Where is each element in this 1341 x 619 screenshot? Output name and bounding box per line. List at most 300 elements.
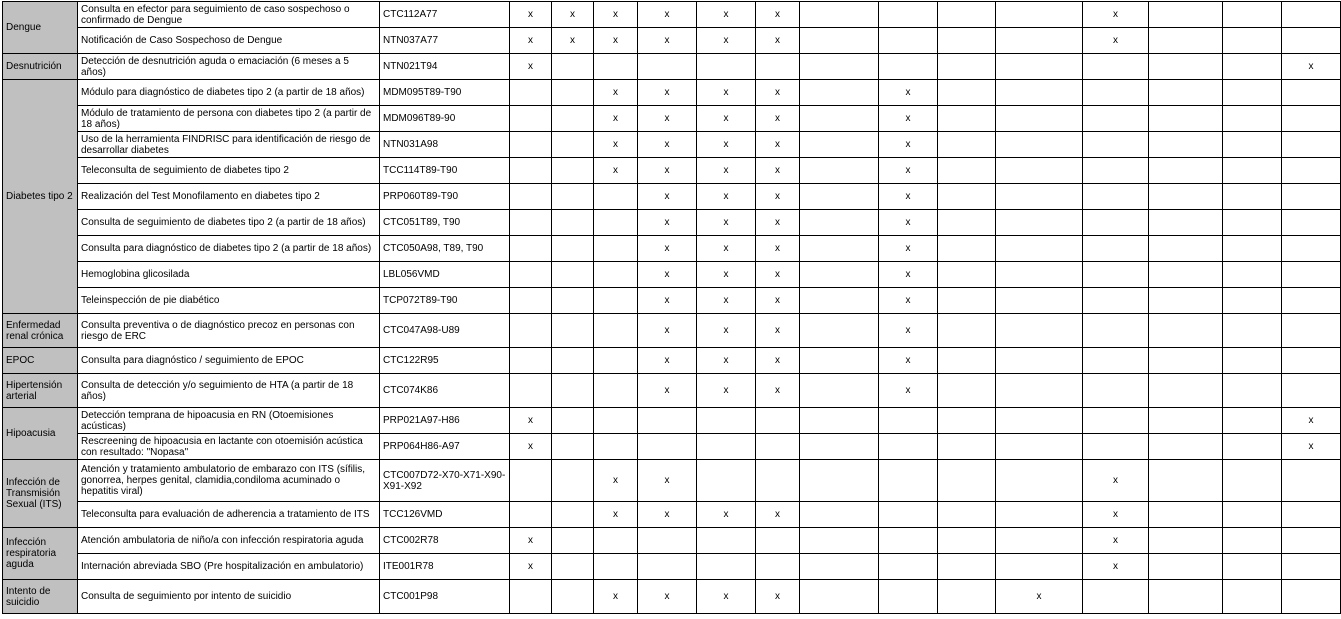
table-row: [3, 54, 1341, 80]
mark-cell: [1282, 528, 1341, 554]
mark-cell: [1083, 262, 1149, 288]
mark-cell: x: [697, 374, 756, 408]
mark-cell: [756, 54, 800, 80]
mark-cell: x: [510, 28, 552, 54]
description-cell: Consulta de detección y/o seguimiento de HTA (a partir de 18 años): [78, 374, 380, 408]
mark-cell: [1149, 262, 1223, 288]
mark-cell: x: [879, 184, 938, 210]
mark-cell: [996, 80, 1083, 106]
mark-cell: [1282, 554, 1341, 580]
code-cell: CTC047A98-U89: [380, 314, 510, 348]
mark-cell: [1083, 236, 1149, 262]
mark-cell: x: [594, 132, 638, 158]
description-cell: Atención ambulatoria de niño/a con infección respiratoria aguda: [78, 528, 380, 554]
mark-cell: x: [510, 2, 552, 28]
mark-cell: [1149, 184, 1223, 210]
mark-cell: [1223, 408, 1282, 434]
description-cell: Consulta en efector para seguimiento de caso sospechoso o confirmado de Dengue: [78, 2, 380, 28]
mark-cell: [800, 132, 879, 158]
mark-cell: x: [879, 348, 938, 374]
mark-cell: x: [879, 262, 938, 288]
mark-cell: [1083, 184, 1149, 210]
mark-cell: [1149, 288, 1223, 314]
mark-cell: [552, 288, 594, 314]
mark-cell: [552, 408, 594, 434]
mark-cell: [510, 158, 552, 184]
mark-cell: [756, 528, 800, 554]
table-row: [3, 554, 1341, 580]
mark-cell: x: [879, 314, 938, 348]
mark-cell: x: [552, 2, 594, 28]
mark-cell: [800, 528, 879, 554]
mark-cell: x: [510, 528, 552, 554]
mark-cell: x: [697, 106, 756, 132]
mark-cell: [594, 288, 638, 314]
table-row: [3, 314, 1341, 348]
mark-cell: x: [1083, 554, 1149, 580]
mark-cell: [1083, 132, 1149, 158]
mark-cell: [510, 288, 552, 314]
table-row: [3, 374, 1341, 408]
mark-cell: [1223, 580, 1282, 614]
mark-cell: [938, 106, 996, 132]
mark-cell: [1223, 54, 1282, 80]
mark-cell: [552, 374, 594, 408]
code-cell: TCC114T89-T90: [380, 158, 510, 184]
mark-cell: x: [1083, 502, 1149, 528]
mark-cell: x: [756, 236, 800, 262]
mark-cell: x: [879, 106, 938, 132]
mark-cell: [552, 434, 594, 460]
code-cell: TCP072T89-T90: [380, 288, 510, 314]
mark-cell: [938, 28, 996, 54]
mark-cell: [638, 528, 697, 554]
code-cell: PRP060T89-T90: [380, 184, 510, 210]
mark-cell: x: [697, 184, 756, 210]
mark-cell: [879, 554, 938, 580]
mark-cell: x: [638, 210, 697, 236]
mark-cell: [1282, 374, 1341, 408]
mark-cell: x: [638, 502, 697, 528]
table-row: [3, 236, 1341, 262]
mark-cell: [1223, 28, 1282, 54]
mark-cell: [1083, 408, 1149, 434]
mark-cell: [697, 460, 756, 502]
description-cell: Teleinspección de pie diabético: [78, 288, 380, 314]
description-cell: Realización del Test Monofilamento en diabetes tipo 2: [78, 184, 380, 210]
mark-cell: x: [510, 408, 552, 434]
mark-cell: [1083, 106, 1149, 132]
description-cell: Atención y tratamiento ambulatorio de embarazo con ITS (sífilis, gonorrea, herpes genital, clamidia,condiloma acuminado o hepatitis viral): [78, 460, 380, 502]
mark-cell: [594, 314, 638, 348]
mark-cell: [800, 28, 879, 54]
description-cell: Detección de desnutrición aguda o emaciación (6 meses a 5 años): [78, 54, 380, 80]
mark-cell: [1282, 106, 1341, 132]
mark-cell: [510, 80, 552, 106]
mark-cell: [552, 502, 594, 528]
mark-cell: x: [697, 288, 756, 314]
mark-cell: [1149, 408, 1223, 434]
mark-cell: x: [879, 236, 938, 262]
mark-cell: [996, 314, 1083, 348]
mark-cell: [594, 236, 638, 262]
mark-cell: [552, 80, 594, 106]
mark-cell: [510, 236, 552, 262]
mark-cell: x: [638, 580, 697, 614]
table-row: [3, 184, 1341, 210]
table-row: [3, 158, 1341, 184]
mark-cell: [638, 54, 697, 80]
mark-cell: [996, 408, 1083, 434]
mark-cell: x: [594, 158, 638, 184]
table-row: [3, 408, 1341, 434]
description-cell: Uso de la herramienta FINDRISC para identificación de riesgo de desarrollar diabetes: [78, 132, 380, 158]
mark-cell: [594, 184, 638, 210]
code-cell: PRP021A97-H86: [380, 408, 510, 434]
mark-cell: x: [1282, 434, 1341, 460]
mark-cell: [800, 434, 879, 460]
mark-cell: [800, 460, 879, 502]
mark-cell: [1282, 132, 1341, 158]
mark-cell: [594, 434, 638, 460]
mark-cell: [594, 348, 638, 374]
mark-cell: [638, 434, 697, 460]
mark-cell: [1149, 80, 1223, 106]
mark-cell: [1149, 580, 1223, 614]
mark-cell: [1282, 262, 1341, 288]
mark-cell: [1083, 434, 1149, 460]
mark-cell: x: [697, 2, 756, 28]
mark-cell: x: [1083, 28, 1149, 54]
mark-cell: [552, 210, 594, 236]
mark-cell: [1223, 106, 1282, 132]
mark-cell: [879, 408, 938, 434]
mark-cell: [938, 210, 996, 236]
table-row: [3, 580, 1341, 614]
code-cell: CTC112A77: [380, 2, 510, 28]
mark-cell: [879, 434, 938, 460]
mark-cell: [552, 158, 594, 184]
table-row: [3, 434, 1341, 460]
category-cell: Diabetes tipo 2: [3, 80, 78, 314]
mark-cell: [552, 106, 594, 132]
mark-cell: [1083, 348, 1149, 374]
mark-cell: [996, 210, 1083, 236]
mark-cell: [1149, 502, 1223, 528]
table-row: [3, 288, 1341, 314]
mark-cell: [1149, 554, 1223, 580]
mark-cell: [1149, 528, 1223, 554]
code-cell: MDM095T89-T90: [380, 80, 510, 106]
mark-cell: x: [697, 158, 756, 184]
mark-cell: x: [1083, 460, 1149, 502]
mark-cell: [996, 236, 1083, 262]
mark-cell: x: [756, 2, 800, 28]
mark-cell: [1149, 132, 1223, 158]
mark-cell: x: [638, 314, 697, 348]
mark-cell: [1083, 54, 1149, 80]
mark-cell: x: [756, 314, 800, 348]
mark-cell: [800, 106, 879, 132]
mark-cell: [594, 528, 638, 554]
mark-cell: [1149, 106, 1223, 132]
mark-cell: [800, 374, 879, 408]
mark-cell: [1223, 528, 1282, 554]
mark-cell: [938, 554, 996, 580]
mark-cell: [938, 460, 996, 502]
mark-cell: x: [756, 80, 800, 106]
table-row: [3, 348, 1341, 374]
code-cell: CTC050A98, T89, T90: [380, 236, 510, 262]
mark-cell: [552, 580, 594, 614]
mark-cell: x: [697, 132, 756, 158]
mark-cell: [996, 460, 1083, 502]
mark-cell: [1149, 28, 1223, 54]
mark-cell: x: [756, 288, 800, 314]
code-cell: MDM096T89-90: [380, 106, 510, 132]
mark-cell: [938, 236, 996, 262]
mark-cell: x: [756, 262, 800, 288]
mark-cell: [879, 2, 938, 28]
mark-cell: [594, 262, 638, 288]
mark-cell: [996, 348, 1083, 374]
mark-cell: x: [1282, 408, 1341, 434]
mark-cell: [552, 528, 594, 554]
mark-cell: [510, 374, 552, 408]
mark-cell: x: [594, 80, 638, 106]
code-cell: LBL056VMD: [380, 262, 510, 288]
code-cell: CTC002R78: [380, 528, 510, 554]
mark-cell: x: [756, 158, 800, 184]
description-cell: Teleconsulta de seguimiento de diabetes tipo 2: [78, 158, 380, 184]
mark-cell: x: [638, 460, 697, 502]
mark-cell: [1223, 2, 1282, 28]
mark-cell: [1223, 460, 1282, 502]
mark-cell: [1223, 502, 1282, 528]
mark-cell: x: [756, 374, 800, 408]
description-cell: Internación abreviada SBO (Pre hospitalización en ambulatorio): [78, 554, 380, 580]
mark-cell: [756, 434, 800, 460]
mark-cell: [638, 408, 697, 434]
code-cell: PRP064H86-A97: [380, 434, 510, 460]
mark-cell: [1149, 434, 1223, 460]
mark-cell: [510, 314, 552, 348]
mark-cell: [594, 408, 638, 434]
mark-cell: [510, 210, 552, 236]
mark-cell: x: [879, 374, 938, 408]
mark-cell: [800, 288, 879, 314]
mark-cell: x: [594, 106, 638, 132]
code-cell: CTC007D72-X70-X71-X90-X91-X92: [380, 460, 510, 502]
mark-cell: [510, 348, 552, 374]
mark-cell: [800, 54, 879, 80]
mark-cell: x: [879, 288, 938, 314]
mark-cell: [800, 2, 879, 28]
mark-cell: x: [996, 580, 1083, 614]
mark-cell: [1282, 502, 1341, 528]
table-row: [3, 528, 1341, 554]
description-cell: Hemoglobina glicosilada: [78, 262, 380, 288]
mark-cell: [1223, 348, 1282, 374]
mark-cell: [1083, 158, 1149, 184]
mark-cell: x: [510, 554, 552, 580]
mark-cell: [996, 132, 1083, 158]
mark-cell: [510, 132, 552, 158]
mark-cell: x: [594, 2, 638, 28]
mark-cell: x: [697, 210, 756, 236]
mark-cell: [510, 262, 552, 288]
mark-cell: [552, 460, 594, 502]
mark-cell: [1223, 288, 1282, 314]
mark-cell: [1083, 210, 1149, 236]
mark-cell: [938, 434, 996, 460]
mark-cell: [1149, 236, 1223, 262]
table-row: [3, 210, 1341, 236]
mark-cell: x: [756, 184, 800, 210]
mark-cell: x: [638, 236, 697, 262]
mark-cell: [800, 580, 879, 614]
code-cell: CTC074K86: [380, 374, 510, 408]
mark-cell: x: [638, 80, 697, 106]
mark-cell: [1282, 236, 1341, 262]
mark-cell: [800, 236, 879, 262]
mark-cell: x: [638, 184, 697, 210]
mark-cell: [594, 554, 638, 580]
mark-cell: [938, 528, 996, 554]
mark-cell: [996, 28, 1083, 54]
mark-cell: [938, 184, 996, 210]
mark-cell: x: [756, 502, 800, 528]
table-row: [3, 106, 1341, 132]
description-cell: Notificación de Caso Sospechoso de Dengue: [78, 28, 380, 54]
mark-cell: [552, 54, 594, 80]
code-cell: CTC122R95: [380, 348, 510, 374]
mark-cell: [1149, 210, 1223, 236]
code-cell: NTN021T94: [380, 54, 510, 80]
mark-cell: [800, 210, 879, 236]
mark-cell: [996, 502, 1083, 528]
table-row: [3, 28, 1341, 54]
mark-cell: x: [879, 80, 938, 106]
mark-cell: [1282, 460, 1341, 502]
mark-cell: [1149, 158, 1223, 184]
mark-cell: x: [552, 28, 594, 54]
description-cell: Módulo para diagnóstico de diabetes tipo 2 (a partir de 18 años): [78, 80, 380, 106]
mark-cell: [800, 184, 879, 210]
description-cell: Consulta para diagnóstico / seguimiento de EPOC: [78, 348, 380, 374]
mark-cell: [594, 210, 638, 236]
mark-cell: [756, 460, 800, 502]
mark-cell: [1223, 262, 1282, 288]
mark-cell: x: [638, 374, 697, 408]
mark-cell: [1223, 132, 1282, 158]
mark-cell: x: [756, 132, 800, 158]
mark-cell: [1282, 158, 1341, 184]
mark-cell: x: [594, 460, 638, 502]
mark-cell: [552, 262, 594, 288]
mark-cell: [1149, 314, 1223, 348]
mark-cell: [1282, 80, 1341, 106]
mark-cell: [510, 184, 552, 210]
category-cell: Infección de Transmisión Sexual (ITS): [3, 460, 78, 528]
mark-cell: [510, 502, 552, 528]
mark-cell: [1083, 288, 1149, 314]
mark-cell: x: [594, 580, 638, 614]
mark-cell: [879, 54, 938, 80]
mark-cell: x: [1083, 528, 1149, 554]
mark-cell: x: [697, 236, 756, 262]
category-cell: EPOC: [3, 348, 78, 374]
mark-cell: [800, 408, 879, 434]
mark-cell: x: [510, 434, 552, 460]
mark-cell: x: [638, 348, 697, 374]
mark-cell: [552, 554, 594, 580]
mark-cell: x: [879, 158, 938, 184]
mark-cell: [996, 158, 1083, 184]
mark-cell: x: [638, 158, 697, 184]
mark-cell: x: [697, 348, 756, 374]
mark-cell: x: [756, 210, 800, 236]
mark-cell: [1149, 374, 1223, 408]
mark-cell: [697, 434, 756, 460]
mark-cell: [938, 132, 996, 158]
mark-cell: [938, 2, 996, 28]
mark-cell: [996, 374, 1083, 408]
mark-cell: x: [697, 262, 756, 288]
mark-cell: [938, 288, 996, 314]
mark-cell: [938, 314, 996, 348]
mark-cell: [697, 554, 756, 580]
mark-cell: [996, 528, 1083, 554]
mark-cell: [879, 502, 938, 528]
mark-cell: [938, 580, 996, 614]
mark-cell: x: [697, 80, 756, 106]
mark-cell: [800, 314, 879, 348]
mark-cell: [594, 374, 638, 408]
description-cell: Rescreening de hipoacusia en lactante con otoemisión acústica con resultado: "Nopasa": [78, 434, 380, 460]
code-cell: CTC001P98: [380, 580, 510, 614]
table-row: [3, 2, 1341, 28]
mark-cell: [938, 158, 996, 184]
mark-cell: x: [594, 502, 638, 528]
mark-cell: [1282, 348, 1341, 374]
mark-cell: x: [879, 132, 938, 158]
mark-cell: [938, 348, 996, 374]
table-row: [3, 262, 1341, 288]
mark-cell: [1223, 374, 1282, 408]
category-cell: Hipoacusia: [3, 408, 78, 460]
description-cell: Detección temprana de hipoacusia en RN (Otoemisiones acústicas): [78, 408, 380, 434]
mark-cell: [638, 554, 697, 580]
mark-cell: [1083, 374, 1149, 408]
description-cell: Teleconsulta para evaluación de adherencia a tratamiento de ITS: [78, 502, 380, 528]
mark-cell: [552, 184, 594, 210]
code-cell: NTN037A77: [380, 28, 510, 54]
mark-cell: [800, 554, 879, 580]
mark-cell: [996, 434, 1083, 460]
category-cell: Hipertensión arterial: [3, 374, 78, 408]
mark-cell: [1223, 314, 1282, 348]
category-cell: Dengue: [3, 2, 78, 54]
category-cell: Intento de suicidio: [3, 580, 78, 614]
mark-cell: [552, 314, 594, 348]
mark-cell: [938, 262, 996, 288]
mark-cell: [800, 502, 879, 528]
description-cell: Consulta preventiva o de diagnóstico precoz en personas con riesgo de ERC: [78, 314, 380, 348]
mark-cell: x: [697, 502, 756, 528]
table-row: [3, 132, 1341, 158]
mark-cell: x: [510, 54, 552, 80]
